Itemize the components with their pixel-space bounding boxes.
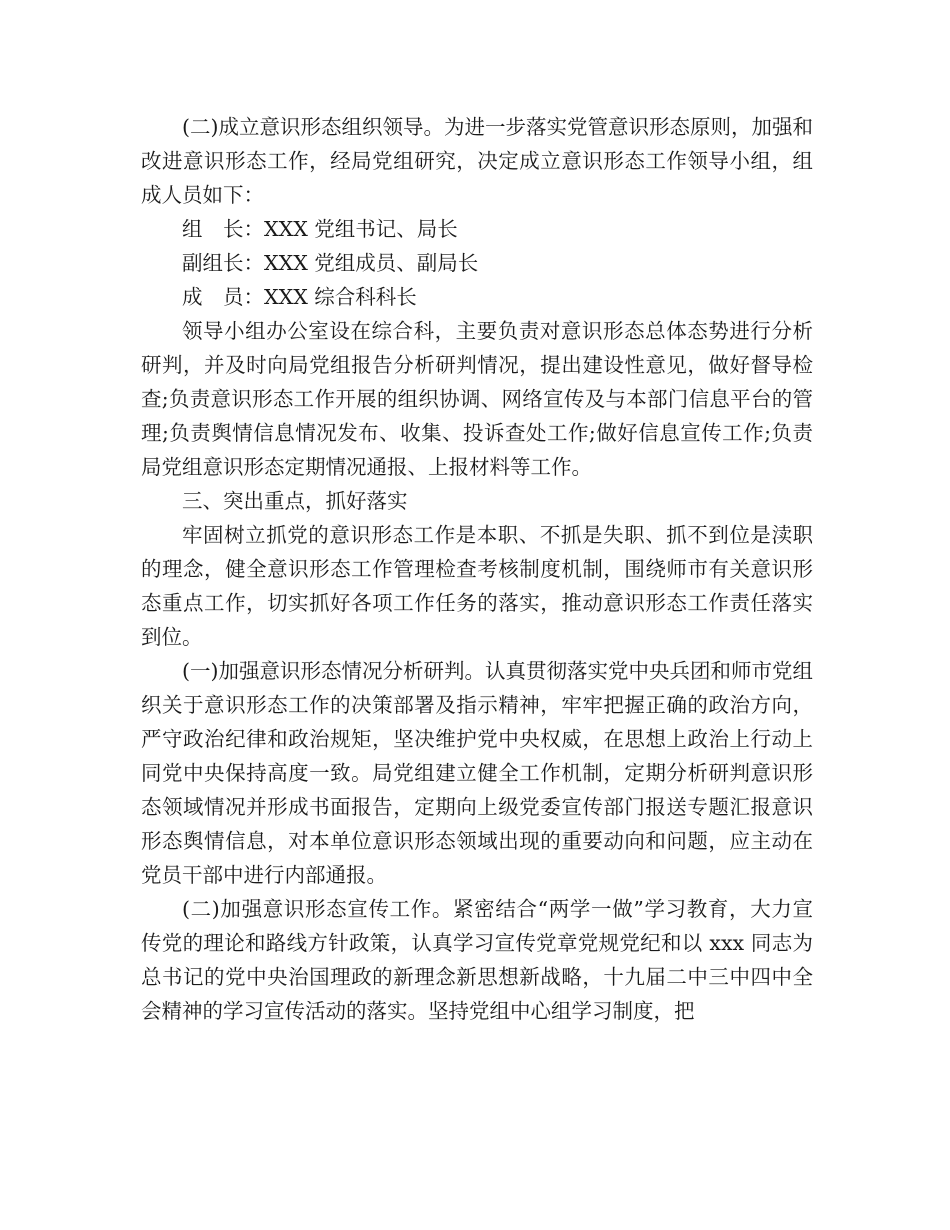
paragraph-analysis: (一)加强意识形态情况分析研判。认真贯彻落实党中央兵团和师市党组织关于意识形态工作的决策部署及指示精神，牢牢把握正确的政治方向，严守政治纪律和政治规矩，坚决维护党中央权威，在思想上政治上行动上同党中央保持高度一致。局党组建立健全工作机制，定期分析研判意识形态领域情况并形成书面报告，定期向上级党委宣传部门报送专题汇报意识形态舆情信息，对本单位意识形态领域出现的重要动向和问题，应主动在党员干部中进行内部通报。 xyxy=(141,659,813,887)
paragraph-office-duties: 领导小组办公室设在综合科，主要负责对意识形态总体态势进行分析研判，并及时向局党组报告分析研判情况，提出建设性意见，做好督导检查;负责意识形态工作开展的组织协调、网络宣传及与本部门信息平台的管理;负责舆情信息情况发布、收集、投诉查处工作;做好信息宣传工作;负责局党组意识形态定期情况通报、上报材料等工作。 xyxy=(141,319,813,479)
paragraph-establish-leadership: (二)成立意识形态组织领导。为进一步落实党管意识形态原则，加强和改进意识形态工作，经局党组研究，决定成立意识形态工作领导小组，组成人员如下： xyxy=(141,115,813,207)
paragraph-publicity: (二)加强意识形态宣传工作。紧密结合“两学一做”学习教育，大力宣传党的理论和路线方针政策，认真学习宣传党章党规党纪和以 xxx 同志为总书记的党中央治国理政的新理念新思想新战略，十九届二中三中四中全会精神的学习宣传活动的落实。坚持党组中心组学习制度，把 xyxy=(141,897,813,1023)
member-deputy-leader: 副组长：XXX 党组成员、副局长 xyxy=(182,251,479,275)
member-member: 成 员：XXX 综合科科长 xyxy=(182,285,417,309)
document-page xyxy=(141,110,813,1028)
member-leader: 组 长：XXX 党组书记、局长 xyxy=(182,217,458,241)
paragraph-responsibility: 牢固树立抓党的意识形态工作是本职、不抓是失职、抓不到位是渎职的理念，健全意识形态工作管理检查考核制度机制，围绕师市有关意识形态重点工作，切实抓好各项工作任务的落实，推动意识形态工作责任落实到位。 xyxy=(141,523,813,649)
section-heading-focus: 三、突出重点，抓好落实 xyxy=(182,489,408,513)
